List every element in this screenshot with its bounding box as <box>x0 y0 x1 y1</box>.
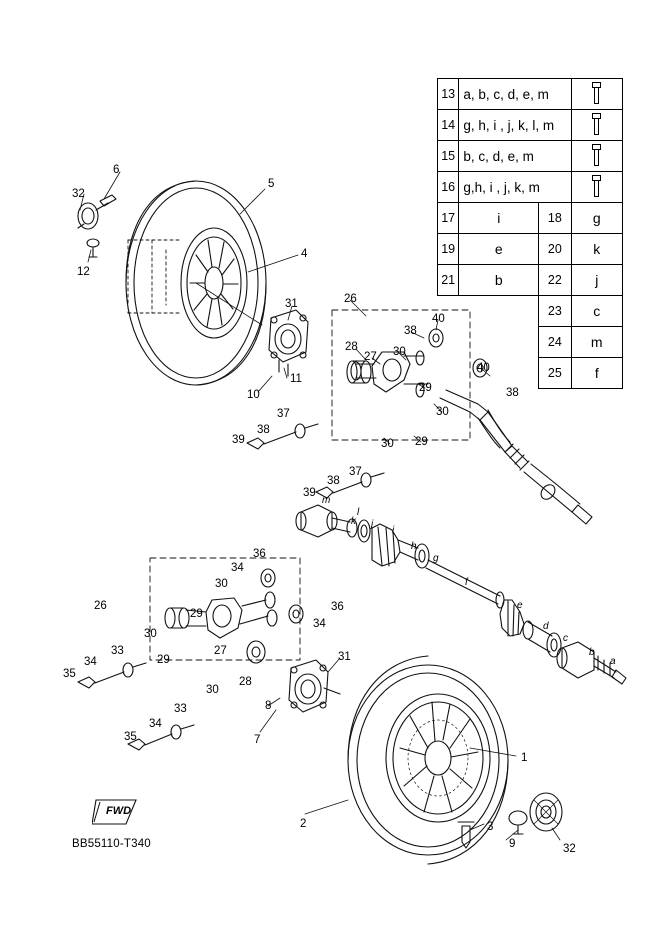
callout-29-d: 29 <box>157 654 170 666</box>
callout-36-b: 36 <box>331 601 344 613</box>
letter-callout-h: h <box>411 541 417 552</box>
callout-6: 6 <box>113 164 120 176</box>
callout-4: 4 <box>301 248 308 260</box>
upper-drive-shaft <box>440 390 592 524</box>
legend-blank-6 <box>459 358 539 389</box>
callout-27-upper: 27 <box>364 351 377 363</box>
legend-num-15: 15 <box>438 141 459 172</box>
letter-callout-i: i <box>392 525 395 536</box>
legend-row-16 <box>438 172 623 203</box>
callout-29-a: 29 <box>419 382 432 394</box>
callout-30-f: 30 <box>206 684 219 696</box>
legend-letter-19: e <box>459 234 539 265</box>
letter-callout-k: k <box>351 516 356 527</box>
legend-blank-1 <box>438 296 459 327</box>
callout-31-upper: 31 <box>285 298 298 310</box>
callout-30-b: 30 <box>436 406 449 418</box>
legend-letter-21: b <box>459 265 539 296</box>
callout-40-a: 40 <box>432 313 445 325</box>
callout-38-a: 38 <box>404 325 417 337</box>
legend-letter-25: f <box>571 358 622 389</box>
legend-num-20: 20 <box>539 234 571 265</box>
legend-letter-18: g <box>571 203 622 234</box>
callout-7: 7 <box>254 734 261 746</box>
callout-35-a: 35 <box>63 668 76 680</box>
upper-valve-assembly <box>78 195 116 257</box>
legend-letter-24: m <box>571 327 622 358</box>
letter-callout-m: m <box>322 495 331 506</box>
callout-34-b: 34 <box>313 618 326 630</box>
callout-28-upper: 28 <box>345 341 358 353</box>
legend-blank-3 <box>438 327 459 358</box>
letter-callout-c: c <box>563 633 568 644</box>
legend-blank-4 <box>459 327 539 358</box>
letter-callout-b: b <box>589 647 595 658</box>
callout-32-upper: 32 <box>72 188 85 200</box>
legend-letter-20: k <box>571 234 622 265</box>
legend-letters-15: b, c, d, e, m <box>459 141 571 172</box>
legend-letter-22: j <box>571 265 622 296</box>
callout-30-e: 30 <box>144 628 157 640</box>
bolt-icon <box>571 110 622 141</box>
callout-1: 1 <box>521 752 528 764</box>
callout-38-c: 38 <box>257 424 270 436</box>
callout-35-b: 35 <box>124 731 137 743</box>
callout-34-d: 34 <box>149 718 162 730</box>
callout-40-b: 40 <box>477 362 490 374</box>
legend-row-25 <box>438 358 623 389</box>
fwd-label: FWD <box>106 805 132 817</box>
upper-bushings <box>347 351 424 397</box>
callout-33-a: 33 <box>111 645 124 657</box>
callout-31-lower: 31 <box>338 651 351 663</box>
legend-row-23 <box>438 296 623 327</box>
letter-callout-j: j <box>371 519 374 530</box>
letter-callout-a: a <box>610 656 616 667</box>
letter-callout-f: f <box>465 577 468 588</box>
callout-2: 2 <box>300 818 307 830</box>
callout-30-a: 30 <box>393 346 406 358</box>
callout-8: 8 <box>265 700 272 712</box>
legend-num-19: 19 <box>438 234 459 265</box>
legend-letter-23: c <box>571 296 622 327</box>
callout-38-b: 38 <box>506 387 519 399</box>
callout-32-lower: 32 <box>563 843 576 855</box>
callout-33-b: 33 <box>174 703 187 715</box>
callout-5: 5 <box>268 178 275 190</box>
callout-10: 10 <box>247 389 260 401</box>
bolt-icon <box>571 172 622 203</box>
callout-26-lower: 26 <box>94 600 107 612</box>
legend-row-14 <box>438 110 623 141</box>
callout-12: 12 <box>77 266 90 278</box>
callout-36-a: 36 <box>253 548 266 560</box>
callout-30-c: 30 <box>381 438 394 450</box>
legend-letters-16: g,h, i , j, k, m <box>459 172 571 203</box>
legend-blank-2 <box>459 296 539 327</box>
callout-39-a: 39 <box>232 434 245 446</box>
callout-9: 9 <box>509 838 516 850</box>
legend-num-21: 21 <box>438 265 459 296</box>
bolt-icon <box>571 79 622 110</box>
upper-hub-carrier <box>269 310 308 376</box>
legend-num-17: 17 <box>438 203 459 234</box>
legend-num-22: 22 <box>539 265 571 296</box>
legend-letters-14: g, h, i , j, k, l, m <box>459 110 571 141</box>
legend-letters-13: a, b, c, d, e, m <box>459 79 571 110</box>
letter-callout-g: g <box>433 553 439 564</box>
letter-callout-l: l <box>357 507 360 518</box>
legend-row-21-22 <box>438 265 623 296</box>
callout-37-a: 37 <box>277 408 290 420</box>
lower-a-arm <box>165 592 277 638</box>
callout-3: 3 <box>487 821 494 833</box>
lower-wheel-rim <box>386 694 490 822</box>
legend-num-24: 24 <box>539 327 571 358</box>
legend-row-15 <box>438 141 623 172</box>
legend-row-13 <box>438 79 623 110</box>
upper-wheel-rim <box>181 228 247 338</box>
callout-28-lower: 28 <box>239 676 252 688</box>
callout-30-d: 30 <box>215 578 228 590</box>
callout-11: 11 <box>290 373 302 385</box>
callout-34-a: 34 <box>231 562 244 574</box>
callout-38-d: 38 <box>327 475 340 487</box>
callout-26-upper: 26 <box>344 293 357 305</box>
bolt-icon <box>571 141 622 172</box>
legend-row-17-18 <box>438 203 623 234</box>
callout-27-lower: 27 <box>214 645 227 657</box>
callout-34-c: 34 <box>84 656 97 668</box>
callout-39-b: 39 <box>303 487 316 499</box>
legend-blank-5 <box>438 358 459 389</box>
legend-num-14: 14 <box>438 110 459 141</box>
callout-29-c: 29 <box>190 608 203 620</box>
lower-hub-carrier <box>289 660 340 712</box>
legend-row-19-20 <box>438 234 623 265</box>
legend-table <box>437 78 623 389</box>
legend-num-16: 16 <box>438 172 459 203</box>
legend-row-24 <box>438 327 623 358</box>
legend-num-13: 13 <box>438 79 459 110</box>
legend-letter-17: i <box>459 203 539 234</box>
legend-num-25: 25 <box>539 358 571 389</box>
letter-callout-d: d <box>543 621 549 632</box>
legend-num-18: 18 <box>539 203 571 234</box>
lower-wheel-tire <box>348 656 508 864</box>
callout-29-b: 29 <box>415 436 428 448</box>
letter-callout-e: e <box>517 600 523 611</box>
legend-num-23: 23 <box>539 296 571 327</box>
fwd-direction-marker <box>92 798 138 826</box>
part-number-code: BB55110-T340 <box>72 838 151 850</box>
callout-37-b: 37 <box>349 466 362 478</box>
